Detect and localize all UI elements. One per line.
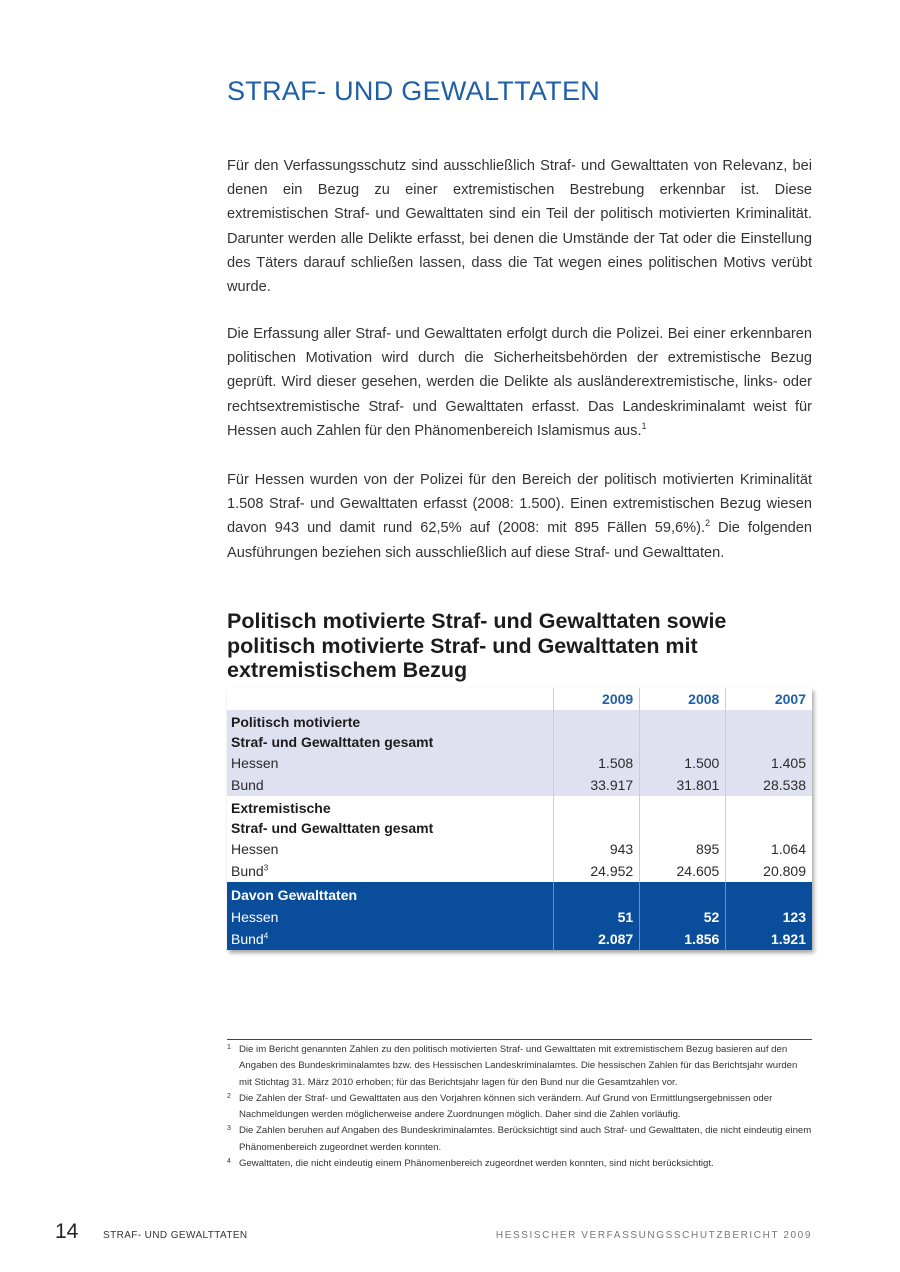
section-heading-row xyxy=(227,710,812,752)
page-heading: STRAF- UND GEWALTTATEN xyxy=(227,76,601,106)
footnote-text: Die Zahlen der Straf- und Gewalttaten aus den Vorjahren können sich verändern. Auf Grund von Ermittlungsergebnissen oder Nachmeldungen werden möglicherweise andere Zuordnungen möglich. Daher sind die Zahlen vorläufig. xyxy=(239,1092,773,1121)
footnote xyxy=(227,1091,812,1124)
paragraph-collection xyxy=(227,322,812,443)
paragraph-collection-text: Die Erfassung aller Straf- und Gewalttaten erfolgt durch die Polizei. Bei einer erkennbaren politischen Motivation wird durch die Sicherheitsbehörden der extremistische Bezug geprüft. Wird dieser gesehen, werden die Delikte als ausländerextremistische, links- oder rechtsextremistische Straf- und Gewalttaten erfasst. Das Landeskriminalamt weist für Hessen auch Zahlen für den Phänomenbereich Islamismus aus. xyxy=(227,326,812,439)
table-cell: 31.801 xyxy=(640,774,726,796)
row-label: Hessen xyxy=(231,755,279,771)
section-heading-row xyxy=(227,796,812,838)
footnote-number: 4 xyxy=(227,1158,231,1166)
year-header: 2007 xyxy=(726,688,812,710)
paragraph-definition: Für den Verfassungsschutz sind ausschließlich Straf- und Gewalttaten von Relevanz, bei denen ein Bezug zu einer extremistischen Bestrebung erkennbar ist. Diese extremistischen Straf- und Gewalttaten sind ein Teil der politisch motivierten Kriminalität. Darunter werden alle Delikte erfasst, bei denen die Umstände der Tat oder die Einstellung des Täters darauf schließen lassen, dass die Tat wegen eines politischen Motivs verübt wurde. xyxy=(227,158,812,296)
table-cell: 1.921 xyxy=(726,928,812,950)
section-label: Extremistische Straf- und Gewalttaten gesamt xyxy=(231,800,434,836)
footnote-text: Die Zahlen beruhen auf Angaben des Bundeskriminalamtes. Berücksichtigt sind auch Straf- und Gewalttaten, die nicht eindeutig einem Phänomenbereich zugeordnet werden konnten. xyxy=(239,1125,812,1153)
year-header: 2008 xyxy=(640,688,726,710)
table-cell: 1.405 xyxy=(726,752,812,774)
table-cell: 123 xyxy=(726,906,812,928)
footnote-ref-3[interactable]: 3 xyxy=(263,863,269,873)
section-label: Politisch motivierte Straf- und Gewalttaten gesamt xyxy=(231,714,434,750)
table-cell: 20.809 xyxy=(726,860,812,882)
table-title: Politisch motivierte Straf- und Gewalttaten sowie politisch motivierte Straf- und Gewalttaten mit extremistischem Bezug xyxy=(227,609,727,682)
table-cell: 52 xyxy=(640,906,726,928)
footnote-ref-4[interactable]: 4 xyxy=(263,931,269,941)
footnote xyxy=(227,1042,812,1091)
row-label: Bund$^3$ xyxy=(231,863,269,879)
footnote-number: 3 xyxy=(227,1125,231,1133)
footnote-text: Die im Bericht genannten Zahlen zu den politisch motivierten Straf- und Gewalttaten mit extremistischem Bezug basieren auf den Angaben des Bundeskriminalamtes bzw. des Hessischen Landeskriminalamtes. Die hessischen Zahlen für das Berichtsjahr wurden mit Stichtag 31. März 2010 erhoben; für das Berichtsjahr lagen für den Bund nur die Gesamtzahlen vor. xyxy=(239,1044,798,1088)
table-cell: 943 xyxy=(554,838,640,860)
running-section-title: STRAF- UND GEWALTTATEN xyxy=(103,1230,248,1241)
table-row xyxy=(227,906,812,928)
footnote-ref-1[interactable]: 1 xyxy=(641,420,647,431)
running-publication-title: HESSISCHER VERFASSUNGSSCHUTZBERICHT 2009 xyxy=(495,1230,812,1241)
table-row xyxy=(227,774,812,796)
footnote-text: Gewalttaten, die nicht eindeutig einem Phänomenbereich zugeordnet werden konnten, sind nicht berücksichtigt. xyxy=(239,1158,714,1170)
table-cell: 28.538 xyxy=(726,774,812,796)
table-cell: 51 xyxy=(554,906,640,928)
page-number: 14 xyxy=(55,1220,79,1243)
footnote-divider xyxy=(227,1039,812,1040)
paragraph-statistics xyxy=(227,468,812,565)
footnote-ref-2[interactable]: 2 xyxy=(705,518,711,529)
table-cell: 24.605 xyxy=(640,860,726,882)
table-row xyxy=(227,752,812,774)
table-cell: 895 xyxy=(640,838,726,860)
row-label: Bund xyxy=(231,777,264,793)
footnote-number: 1 xyxy=(227,1044,231,1051)
row-label: Bund$^4$ xyxy=(231,931,269,947)
table-cell: 1.064 xyxy=(726,838,812,860)
table-cell: 33.917 xyxy=(554,774,640,796)
table-cell: 2.087 xyxy=(554,928,640,950)
footnotes xyxy=(227,1042,812,1172)
table-header-row xyxy=(227,688,812,710)
paragraph-statistics-text-b: Die folgenden Ausführungen beziehen sich ausschließlich auf diese Straf- und Gewalttaten. xyxy=(227,520,812,561)
statistics-table xyxy=(227,688,812,950)
table-cell: 1.508 xyxy=(554,752,640,774)
table-row xyxy=(227,928,812,950)
table-row xyxy=(227,860,812,882)
table-header-corner xyxy=(227,688,554,710)
section-heading-row xyxy=(227,882,812,906)
table-cell: 1.500 xyxy=(640,752,726,774)
footnote-number: 2 xyxy=(227,1092,231,1100)
table-cell: 1.856 xyxy=(640,928,726,950)
row-label: Hessen xyxy=(231,909,279,925)
table-cell: 24.952 xyxy=(554,860,640,882)
footnote xyxy=(227,1123,812,1156)
paragraph-statistics-text-a: Für Hessen wurden von der Polizei für den Bereich der politisch motivierten Kriminalität 1.508 Straf- und Gewalttaten erfasst (2008: 1.500). Einen extremistischen Bezug wiesen davon 943 und damit rund 62,5% auf (2008: mit 895 Fällen 59,6%). xyxy=(227,472,812,537)
footnote xyxy=(227,1156,812,1172)
table-row xyxy=(227,838,812,860)
year-header: 2009 xyxy=(554,688,640,710)
row-label: Hessen xyxy=(231,841,279,857)
section-label: Davon Gewalttaten xyxy=(231,887,358,903)
